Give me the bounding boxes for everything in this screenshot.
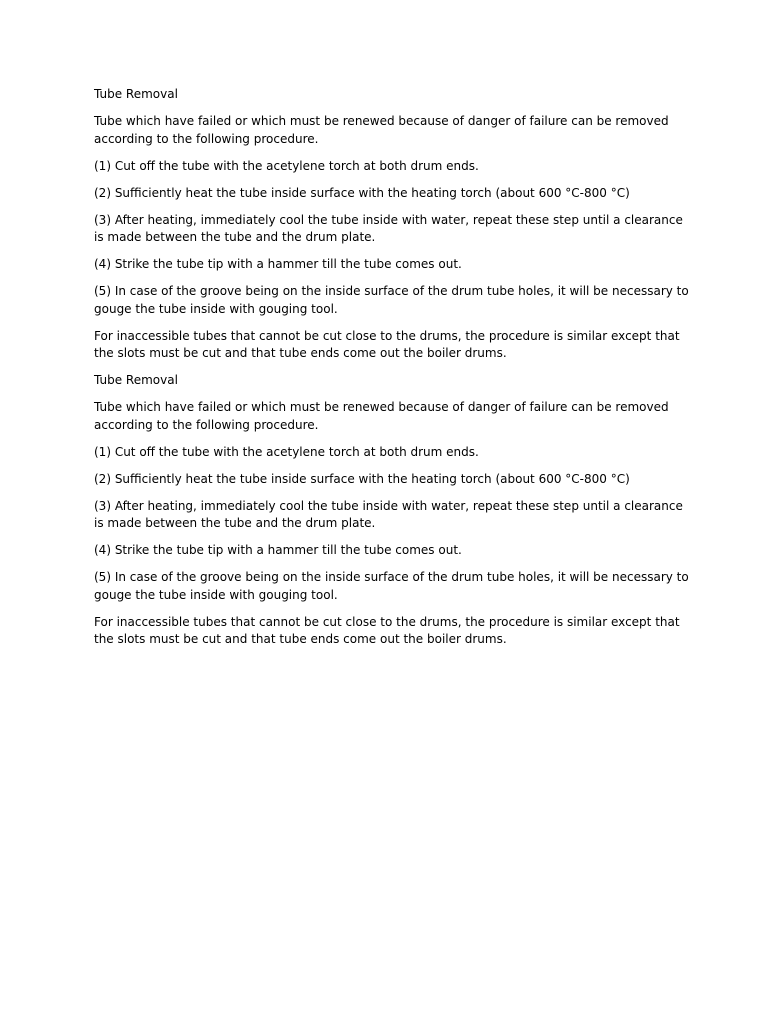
paragraph-step-4: (4) Strike the tube tip with a hammer till the tube comes out. <box>94 543 462 557</box>
section-tube-removal-1 <box>94 86 694 363</box>
section-heading: Tube Removal <box>94 373 178 387</box>
paragraph-step-3: (3) After heating, immediately cool the tube inside with water, repeat these step until a clearance is made between the tube and the drum plate. <box>94 498 683 530</box>
document-body <box>94 86 694 658</box>
section-heading: Tube Removal <box>94 87 178 101</box>
paragraph-inaccessible-tubes: For inaccessible tubes that cannot be cut close to the drums, the procedure is similar except that the slots must be cut and that tube ends come out the boiler drums. <box>94 614 680 646</box>
paragraph-intro: Tube which have failed or which must be renewed because of danger of failure can be removed according to the following procedure. <box>94 114 669 146</box>
paragraph-step-3: (3) After heating, immediately cool the tube inside with water, repeat these step until a clearance is made between the tube and the drum plate. <box>94 212 683 244</box>
paragraph-step-1: (1) Cut off the tube with the acetylene torch at both drum ends. <box>94 158 479 173</box>
paragraph-step-2: (2) Sufficiently heat the tube inside surface with the heating torch (about 600 °C-800 °C) <box>94 471 630 486</box>
paragraph-step-1: (1) Cut off the tube with the acetylene torch at both drum ends. <box>94 444 479 459</box>
paragraph-step-4: (4) Strike the tube tip with a hammer till the tube comes out. <box>94 257 462 271</box>
section-tube-removal-2 <box>94 372 694 649</box>
paragraph-step-5: (5) In case of the groove being on the inside surface of the drum tube holes, it will be necessary to gouge the tube inside with gouging tool. <box>94 284 689 316</box>
paragraph-inaccessible-tubes: For inaccessible tubes that cannot be cut close to the drums, the procedure is similar except that the slots must be cut and that tube ends come out the boiler drums. <box>94 328 680 360</box>
paragraph-step-5: (5) In case of the groove being on the inside surface of the drum tube holes, it will be necessary to gouge the tube inside with gouging tool. <box>94 570 689 602</box>
paragraph-intro: Tube which have failed or which must be renewed because of danger of failure can be removed according to the following procedure. <box>94 400 669 432</box>
paragraph-step-2: (2) Sufficiently heat the tube inside surface with the heating torch (about 600 °C-800 °C) <box>94 185 630 200</box>
